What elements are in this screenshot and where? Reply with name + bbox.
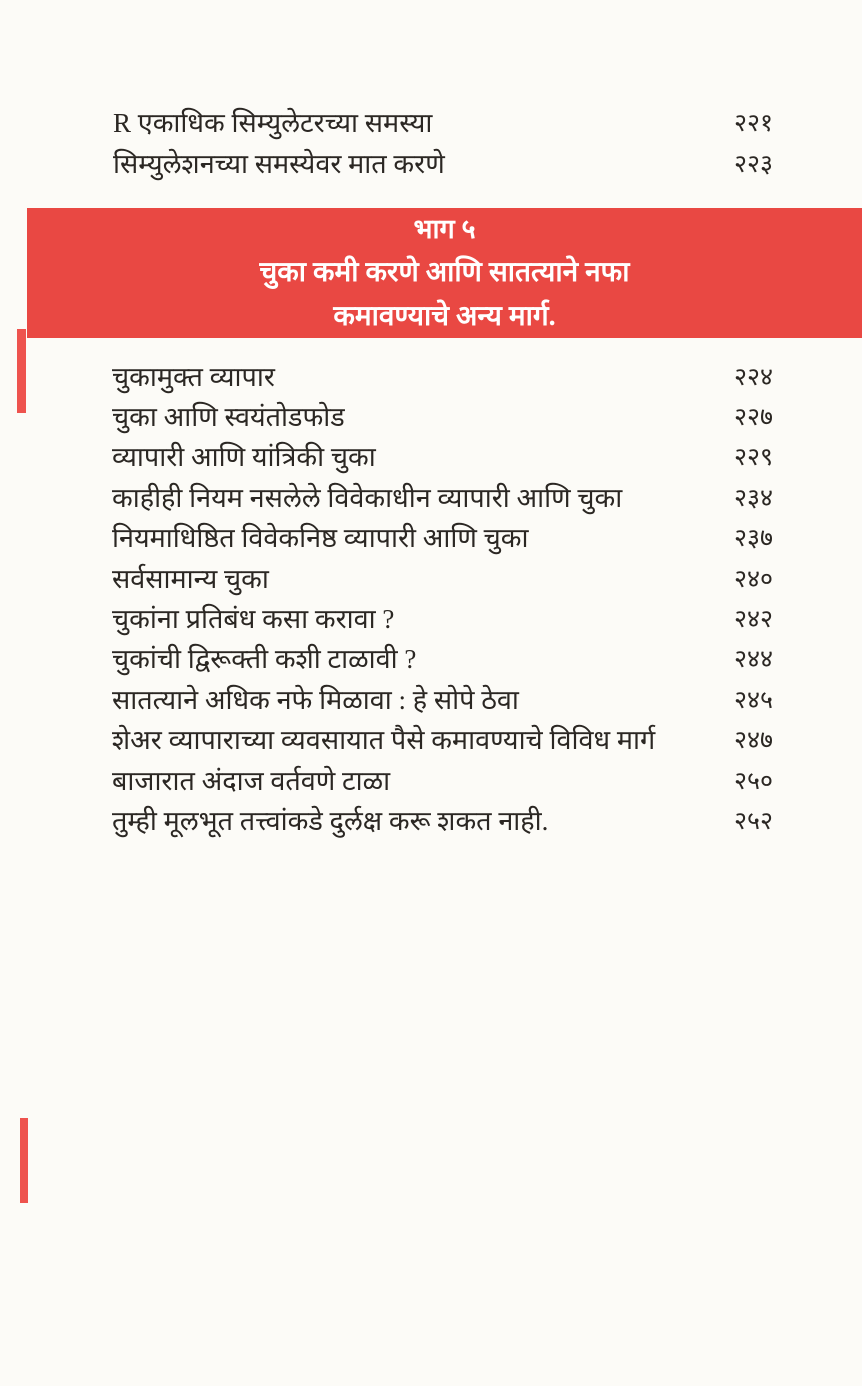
toc-row [112,357,773,397]
toc-entry-title: नियमाधिष्ठित विवेकनिष्ठ व्यापारी आणि चुका [112,523,529,554]
left-red-bleed-bar-top [17,329,26,413]
toc-entry-page-number: २४० [733,565,773,593]
toc-entry-page-number: २४२ [733,606,773,634]
toc-row [112,397,773,437]
toc-entry-page-number: २५० [733,767,773,795]
toc-entry-page-number: २४५ [733,686,773,714]
toc-entry-title: चुकांची द्विरूक्ती कशी टाळावी ? [112,644,417,675]
part-title-line-2: कमावण्याचे अन्य मार्ग. [333,301,556,332]
toc-row [112,438,773,478]
toc-entry-page-number: २५२ [733,807,773,835]
toc-row [112,519,773,559]
toc-entry-title: व्यापारी आणि यांत्रिकी चुका [112,442,376,473]
toc-entry-page-number: २२७ [733,404,773,432]
toc-entry-title: चुकांना प्रतिबंध कसा करावा ? [112,604,395,635]
left-red-bleed-bar-bottom [20,1118,28,1203]
toc-row [112,599,773,639]
toc-entry-title: चुकामुक्त व्यापार [112,361,275,392]
toc-entry-page-number: २३७ [733,525,773,553]
toc-entry-page-number: २२३ [733,151,773,178]
part-title-line-1: चुका कमी करणे आणि सातत्याने नफा [259,257,630,288]
toc-entry-page-number: २२१ [733,110,773,137]
toc-entry-title: शेअर व्यापाराच्या व्यवसायात पैसे कमावण्याचे विविध मार्ग [112,725,656,756]
toc-row [112,680,773,720]
toc-entry-title: सर्वसामान्य चुका [112,563,269,594]
toc-entry-page-number: २४७ [733,727,773,755]
toc-entry-title: काहीही नियम नसलेले विवेकाधीन व्यापारी आणि चुका [112,482,623,513]
toc-entry-title: चुका आणि स्वयंतोडफोड [112,402,345,433]
toc-entry-page-number: २३४ [733,484,773,512]
toc-row [113,103,773,144]
toc-main-section [112,357,773,842]
toc-row [113,144,773,185]
toc-row [112,761,773,801]
toc-entry-title: R एकाधिक सिम्युलेटरच्या समस्या [113,108,433,138]
toc-row [112,801,773,841]
toc-entry-title: तुम्ही मूलभूत तत्त्वांकडे दुर्लक्ष करू शकत नाही. [112,805,549,836]
toc-row [112,721,773,761]
toc-entry-page-number: २२९ [733,444,773,472]
part-banner [27,208,862,338]
toc-entry-title: सातत्याने अधिक नफे मिळावा : हे सोपे ठेवा [112,684,519,715]
toc-row [112,640,773,680]
toc-top-section [113,103,773,185]
part-number-heading: भाग ५ [413,214,476,244]
toc-row [112,559,773,599]
toc-entry-title: बाजारात अंदाज वर्तवणे टाळा [112,765,391,796]
toc-entry-title: सिम्युलेशनच्या समस्येवर मात करणे [113,149,445,179]
toc-entry-page-number: २४४ [733,646,773,674]
toc-entry-page-number: २२४ [733,363,773,391]
toc-row [112,478,773,518]
